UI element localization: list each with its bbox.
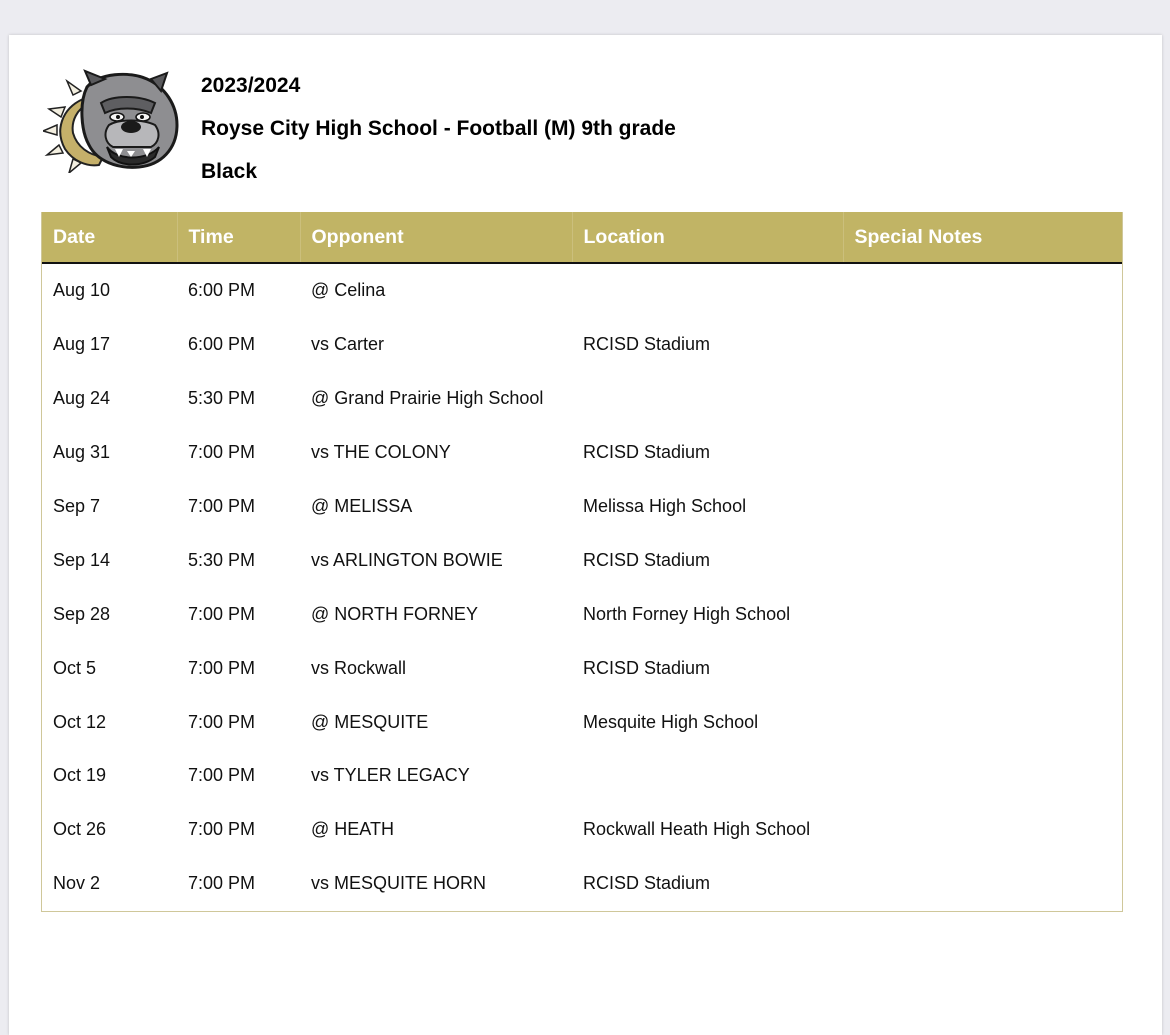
time-cell: 7:00 PM — [188, 765, 256, 786]
table-row — [42, 426, 1122, 480]
opponent-cell: vs MESQUITE HORN — [311, 873, 487, 894]
opponent-cell: vs TYLER LEGACY — [311, 765, 470, 786]
table-row — [42, 749, 1122, 803]
table-row — [42, 263, 1122, 318]
school-title: Royse City High School - Football (M) 9th grade — [201, 117, 676, 140]
time-cell: 6:00 PM — [188, 280, 256, 301]
notes-cell — [843, 533, 1122, 587]
location-cell: North Forney High School — [583, 603, 791, 624]
notes-cell — [843, 587, 1122, 641]
date-cell: Oct 19 — [53, 765, 107, 786]
column-header-special-notes: Special Notes — [843, 212, 1122, 263]
location-cell: Rockwall Heath High School — [583, 819, 811, 840]
time-cell: 7:00 PM — [188, 657, 256, 678]
time-cell: 7:00 PM — [188, 873, 256, 894]
table-row — [42, 857, 1122, 911]
time-cell: 7:00 PM — [188, 496, 256, 516]
date-cell: Aug 10 — [53, 280, 111, 301]
time-cell: 6:00 PM — [188, 334, 256, 355]
table-row — [42, 533, 1122, 587]
time-cell: 7:00 PM — [188, 603, 256, 624]
date-cell: Sep 28 — [53, 603, 111, 624]
time-cell: 5:30 PM — [188, 549, 256, 570]
notes-cell — [843, 857, 1122, 911]
table-header-row — [42, 212, 1122, 263]
document-page — [9, 35, 1162, 1035]
opponent-cell: @ HEATH — [311, 819, 394, 840]
opponent-cell: vs Carter — [311, 334, 385, 355]
location-cell: RCISD Stadium — [583, 549, 711, 570]
opponent-cell: @ MESQUITE — [311, 711, 429, 732]
column-header-date: Date — [42, 212, 177, 263]
location-cell: Melissa High School — [583, 496, 747, 516]
notes-cell — [843, 641, 1122, 695]
time-cell: 5:30 PM — [188, 388, 256, 409]
location-cell — [572, 263, 843, 318]
column-header-location: Location — [572, 212, 843, 263]
time-cell: 7:00 PM — [188, 711, 256, 732]
date-cell: Sep 7 — [53, 496, 101, 516]
notes-cell — [843, 263, 1122, 318]
opponent-cell: @ Celina — [311, 280, 386, 301]
time-cell: 7:00 PM — [188, 819, 256, 840]
opponent-cell: vs THE COLONY — [311, 442, 451, 463]
location-cell — [572, 749, 843, 803]
date-cell: Aug 31 — [53, 442, 111, 463]
notes-cell — [843, 749, 1122, 803]
opponent-cell: @ NORTH FORNEY — [311, 603, 478, 624]
opponent-cell: @ MELISSA — [311, 496, 413, 516]
notes-cell — [843, 426, 1122, 480]
notes-cell — [843, 372, 1122, 426]
table-row — [42, 803, 1122, 857]
date-cell: Nov 2 — [53, 873, 101, 894]
column-header-time: Time — [177, 212, 300, 263]
date-cell: Oct 26 — [53, 819, 107, 840]
table-row — [42, 372, 1122, 426]
table-row — [42, 695, 1122, 749]
column-header-opponent: Opponent — [300, 212, 572, 263]
time-cell: 7:00 PM — [188, 442, 256, 463]
notes-cell — [843, 695, 1122, 749]
date-cell: Oct 5 — [53, 657, 97, 678]
bulldog-logo-icon — [43, 69, 181, 173]
date-cell: Aug 24 — [53, 388, 111, 409]
date-cell: Aug 17 — [53, 334, 111, 355]
opponent-cell: vs ARLINGTON BOWIE — [311, 549, 503, 570]
schedule-table — [41, 212, 1123, 912]
team-title: Black — [201, 160, 258, 183]
location-cell: RCISD Stadium — [583, 334, 711, 355]
table-row — [42, 318, 1122, 372]
season-title: 2023/2024 — [201, 74, 301, 97]
opponent-cell: vs Rockwall — [311, 657, 407, 678]
table-row — [42, 641, 1122, 695]
table-row — [42, 480, 1122, 534]
notes-cell — [843, 480, 1122, 534]
location-cell — [572, 372, 843, 426]
location-cell: Mesquite High School — [583, 711, 759, 732]
location-cell: RCISD Stadium — [583, 873, 711, 894]
notes-cell — [843, 803, 1122, 857]
table-row — [42, 587, 1122, 641]
location-cell: RCISD Stadium — [583, 442, 711, 463]
opponent-cell: @ Grand Prairie High School — [311, 388, 544, 409]
date-cell: Sep 14 — [53, 549, 111, 570]
notes-cell — [843, 318, 1122, 372]
location-cell: RCISD Stadium — [583, 657, 711, 678]
date-cell: Oct 12 — [53, 711, 107, 732]
